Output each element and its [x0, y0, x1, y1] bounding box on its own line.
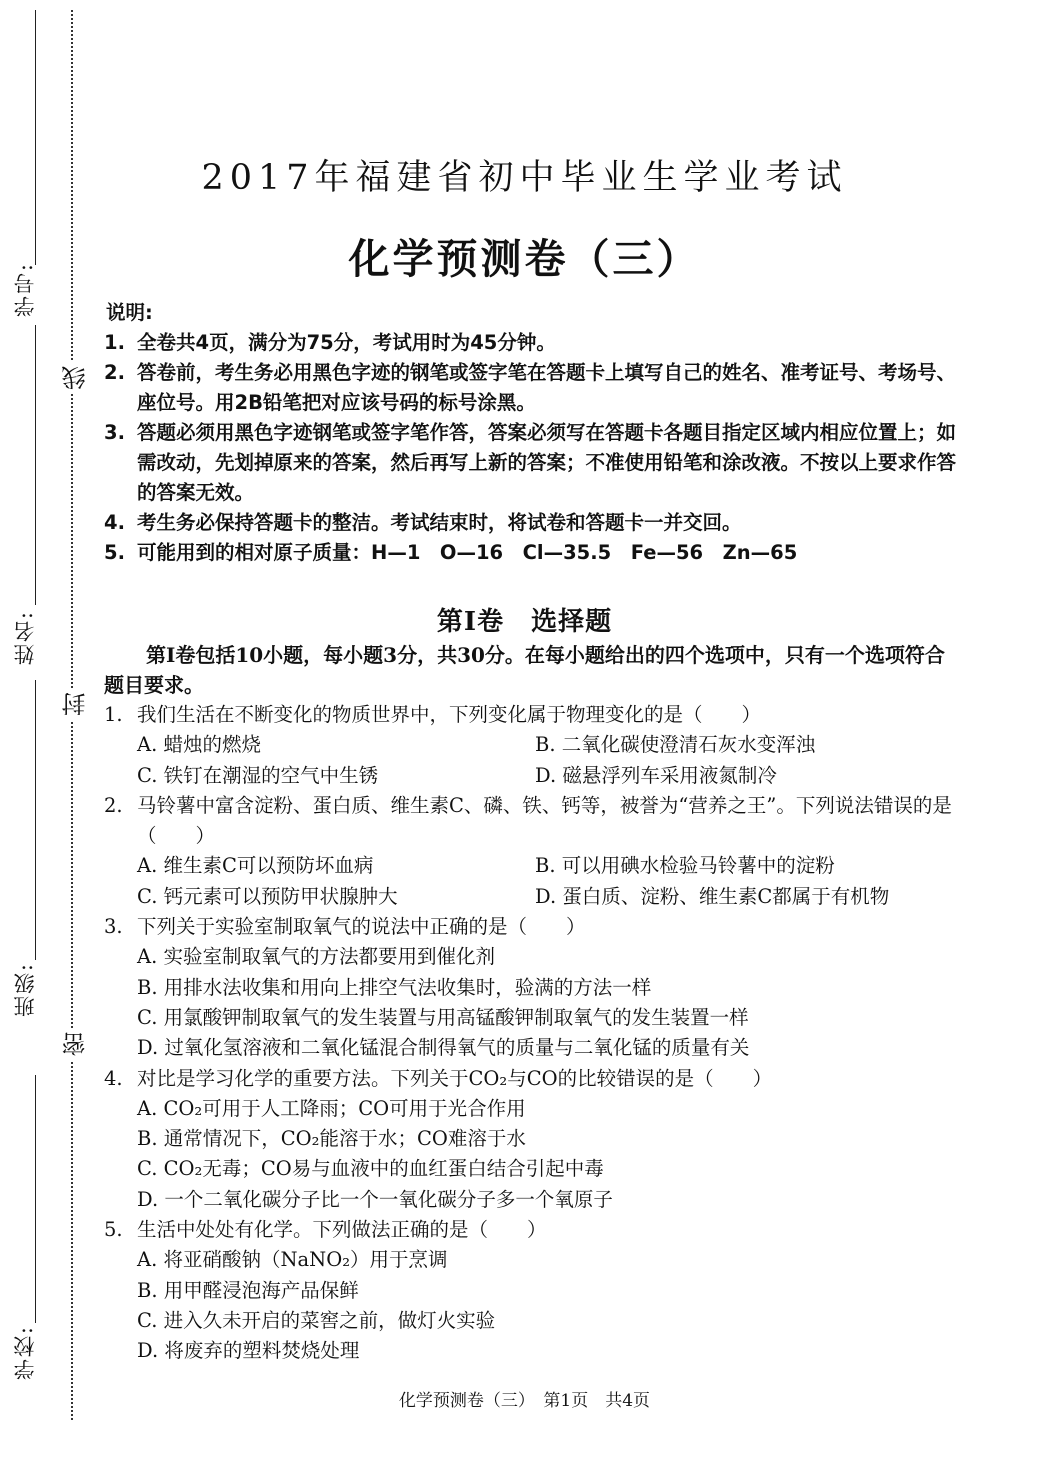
instruction-text: 可能用到的相对原子质量：H—1 O—16 Cl—35.5 Fe—56 Zn—65: [137, 541, 798, 564]
class-line: [35, 680, 36, 960]
cut-label-secret: 密: [58, 1028, 93, 1060]
question-text: 生活中处处有化学。下列做法正确的是（ ）: [137, 1218, 547, 1242]
option-b: B. 通常情况下，CO₂能溶于水；CO难溶于水: [137, 1127, 526, 1151]
exam-title: 2017年福建省初中毕业生学业考试: [201, 158, 848, 198]
instructions-heading: 说明:: [106, 301, 153, 324]
option-a: A. CO₂可用于人工降雨；CO可用于光合作用: [137, 1096, 526, 1120]
question-4: [104, 1064, 964, 1215]
option-c: C. CO₂无毒；CO易与血液中的血红蛋白结合引起中毒: [137, 1157, 604, 1181]
instruction-text: 考生务必保持答题卡的整洁。考试结束时，将试卷和答题卡一并交回。: [137, 511, 742, 534]
binding-margin: [0, 0, 100, 1474]
section-title: 第Ⅰ卷 选择题: [436, 607, 613, 637]
instructions: [104, 298, 964, 568]
option-row: [104, 851, 964, 881]
question-2: [104, 791, 964, 912]
instruction-item: [104, 328, 964, 358]
option-d: D. 将废弃的塑料焚烧处理: [137, 1339, 360, 1363]
school-label: 学校:: [13, 1325, 37, 1381]
section-intro: 第Ⅰ卷包括10小题，每小题3分，共30分。在每小题给出的四个选项中，只有一个选项符合题目要求。: [104, 643, 945, 697]
question-number: 3.: [104, 915, 123, 939]
option-c: C. 用氯酸钾制取氧气的发生装置与用高锰酸钾制取氧气的发生装置一样: [137, 1005, 749, 1029]
question-number: 5.: [104, 1218, 123, 1242]
option-row: [104, 761, 964, 791]
question-list: [104, 700, 964, 1367]
school-line: [35, 1075, 36, 1323]
instruction-text: 答卷前，考生务必用黑色字迹的钢笔或签字笔在答题卡上填写自己的姓名、准考证号、考场号、座位号。用2B铅笔把对应该号码的标号涂黑。: [137, 361, 957, 414]
instruction-number: 4.: [104, 511, 125, 534]
name-label: 姓名:: [13, 610, 37, 666]
question-stem: [104, 700, 964, 730]
question-text: 对比是学习化学的重要方法。下列关于CO₂与CO的比较错误的是（ ）: [137, 1066, 773, 1090]
option-b: B. 可以用碘水检验马铃薯中的淀粉: [535, 854, 835, 878]
question-stem: [104, 791, 964, 852]
option-a: A. 维生素C可以预防坏血病: [137, 854, 374, 878]
instruction-number: 5.: [104, 541, 125, 564]
cut-label-line: 线: [58, 362, 93, 394]
question-3: [104, 912, 964, 1063]
option-a: A. 蜡烛的燃烧: [137, 733, 261, 757]
instruction-item: [104, 508, 964, 538]
option-a: A. 实验室制取氧气的方法都要用到催化剂: [137, 945, 495, 969]
question-number: 2.: [104, 793, 123, 817]
question-stem: [104, 912, 964, 942]
option-d: D. 蛋白质、淀粉、维生素C都属于有机物: [535, 884, 890, 908]
option-row: [104, 730, 964, 760]
instruction-item: [104, 358, 964, 418]
option-c: C. 铁钉在潮湿的空气中生锈: [137, 763, 379, 787]
cut-label-seal: 封: [58, 688, 93, 720]
instruction-number: 2.: [104, 361, 125, 384]
page-footer: 化学预测卷（三） 第1页 共4页: [398, 1391, 651, 1411]
option-a: A. 将亚硝酸钠（NaNO₂）用于烹调: [137, 1248, 448, 1272]
instruction-number: 3.: [104, 421, 125, 444]
student-no-label: 学号:: [13, 262, 37, 318]
instruction-item: [104, 538, 964, 568]
question-stem: [104, 1215, 964, 1245]
question-number: 4.: [104, 1066, 123, 1090]
option-b: B. 用甲醛浸泡海产品保鲜: [137, 1278, 359, 1302]
class-label: 班级:: [13, 962, 37, 1018]
option-d: D. 磁悬浮列车采用液氮制冷: [535, 763, 777, 787]
option-c: C. 进入久未开启的菜窖之前，做灯火实验: [137, 1308, 496, 1332]
option-d: D. 过氧化氢溶液和二氧化锰混合制得氧气的质量与二氧化锰的质量有关: [137, 1036, 750, 1060]
question-text: 马铃薯中富含淀粉、蛋白质、维生素C、磷、铁、钙等，被誉为“营养之王”。下列说法错误的是（ ）: [137, 793, 952, 848]
name-line: [35, 325, 36, 605]
instruction-number: 1.: [104, 331, 125, 354]
option-b: B. 二氧化碳使澄清石灰水变浑浊: [535, 733, 816, 757]
exam-subtitle: 化学预测卷（三）: [348, 235, 701, 283]
question-5: [104, 1215, 964, 1366]
question-text: 我们生活在不断变化的物质世界中，下列变化属于物理变化的是（ ）: [137, 703, 762, 726]
question-stem: [104, 1064, 964, 1094]
instruction-text: 全卷共4页，满分为75分，考试用时为45分钟。: [137, 331, 556, 354]
question-text: 下列关于实验室制取氧气的说法中正确的是（ ）: [137, 915, 586, 939]
instruction-text: 答题必须用黑色字迹钢笔或签字笔作答，答案必须写在答题卡各题目指定区域内相应位置上；如需改动，先划掉原来的答案，然后再写上新的答案；不准使用铅笔和涂改液。不按以上要求作答的答案无效。: [137, 421, 957, 504]
option-b: B. 用排水法收集和用向上排空气法收集时，验满的方法一样: [137, 975, 652, 999]
option-row: [104, 882, 964, 912]
option-c: C. 钙元素可以预防甲状腺肿大: [137, 884, 398, 908]
question-1: [104, 700, 964, 791]
question-number: 1.: [104, 703, 123, 726]
option-d: D. 一个二氧化碳分子比一个一氧化碳分子多一个氧原子: [137, 1187, 613, 1211]
instruction-item: [104, 418, 964, 508]
